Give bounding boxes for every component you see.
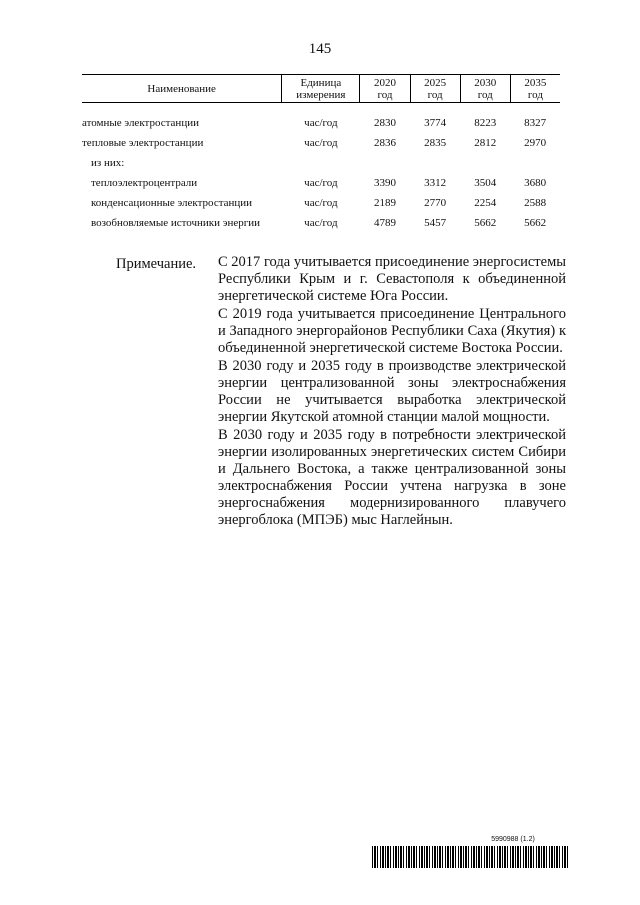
row-value-2035: 2970 — [524, 137, 547, 149]
header-unit-line-1: Единица — [300, 77, 342, 89]
table-row — [82, 173, 560, 193]
row-value-2030: 2812 — [474, 137, 497, 149]
row-unit — [282, 153, 360, 173]
row-value-2020: 2189 — [373, 197, 396, 209]
row-unit: час/год — [304, 117, 338, 129]
note-paragraph: В 2030 году и 2035 году в производстве электрической энергии централизованной зоны электроснабжения России не учитывается выработка электрической энергии Якутской атомной станции малой мощности. — [218, 358, 566, 425]
barcode-number: 5990988 (1.2) — [491, 836, 535, 843]
note-label: Примечание. — [116, 256, 197, 272]
table-header-row — [82, 75, 560, 103]
row-value-2035: 5662 — [524, 217, 547, 229]
row-name: теплоэлектроцентрали — [91, 177, 198, 189]
header-unit-line-2: измерения — [296, 89, 346, 101]
note-paragraph: В 2030 году и 2035 году в потребности электрической энергии изолированных энергетических систем Сибири и Дальнего Востока, а также централизованной зоны электроснабжения России учтена нагрузка в зоне энергоснабжения модернизированного плавучего энергоблока (МПЭБ) мыс Наглейнын. — [218, 427, 566, 528]
header-year-2035 — [510, 75, 560, 103]
row-value-2025: 3312 — [424, 177, 447, 189]
row-value-2035: 8327 — [524, 117, 547, 129]
table-row — [82, 153, 560, 173]
row-value-2030: 2254 — [474, 197, 497, 209]
table-row — [82, 193, 560, 213]
row-unit: час/год — [304, 137, 338, 149]
row-unit: час/год — [304, 197, 338, 209]
row-value-2035 — [510, 153, 560, 173]
header-year-2020 — [360, 75, 410, 103]
table-row — [82, 133, 560, 153]
header-year-suffix: год — [427, 89, 443, 101]
note-body — [218, 254, 566, 529]
row-value-2035: 2588 — [524, 197, 547, 209]
row-value-2025 — [410, 153, 460, 173]
header-year-value: 2020 — [373, 77, 396, 89]
note-paragraph: С 2019 года учитывается присоединение Центрального и Западного энергорайонов Республики Саха (Якутия) к объединенной энергетической системе Востока России. — [218, 306, 566, 356]
row-value-2030: 3504 — [474, 177, 497, 189]
row-value-2025: 2770 — [424, 197, 447, 209]
header-name: Наименование — [82, 75, 282, 103]
row-value-2020: 2836 — [373, 137, 396, 149]
header-year-suffix: год — [527, 89, 543, 101]
row-name: из них: — [91, 157, 125, 169]
header-unit — [282, 75, 360, 103]
row-value-2020: 2830 — [373, 117, 396, 129]
row-value-2035: 3680 — [524, 177, 547, 189]
barcode-icon — [372, 846, 568, 868]
row-value-2020 — [360, 153, 410, 173]
header-year-2025 — [410, 75, 460, 103]
header-year-value: 2035 — [524, 77, 547, 89]
row-name: возобновляемые источники энергии — [91, 217, 261, 229]
row-value-2025: 5457 — [424, 217, 447, 229]
header-year-suffix: год — [377, 89, 393, 101]
header-year-suffix: год — [477, 89, 493, 101]
table-row — [82, 213, 560, 233]
row-name: конденсационные электростанции — [91, 197, 253, 209]
row-name: тепловые электростанции — [82, 137, 204, 149]
row-value-2030 — [460, 153, 510, 173]
row-value-2025: 2835 — [424, 137, 447, 149]
row-value-2020: 3390 — [373, 177, 396, 189]
note-paragraph: С 2017 года учитывается присоединение энергосистемы Республики Крым и г. Севастополя к объединенной энергетической системе Юга России. — [218, 254, 566, 304]
row-name: атомные электростанции — [82, 117, 199, 129]
header-year-value: 2025 — [424, 77, 447, 89]
row-unit: час/год — [304, 217, 338, 229]
page-number: 145 — [308, 41, 332, 57]
row-value-2025: 3774 — [424, 117, 447, 129]
row-value-2020: 4789 — [373, 217, 396, 229]
row-unit: час/год — [304, 177, 338, 189]
row-value-2030: 5662 — [474, 217, 497, 229]
data-table — [82, 74, 560, 233]
header-year-value: 2030 — [474, 77, 497, 89]
table-spacer — [82, 103, 560, 114]
header-year-2030 — [460, 75, 510, 103]
table-row — [82, 113, 560, 133]
row-value-2030: 8223 — [474, 117, 497, 129]
